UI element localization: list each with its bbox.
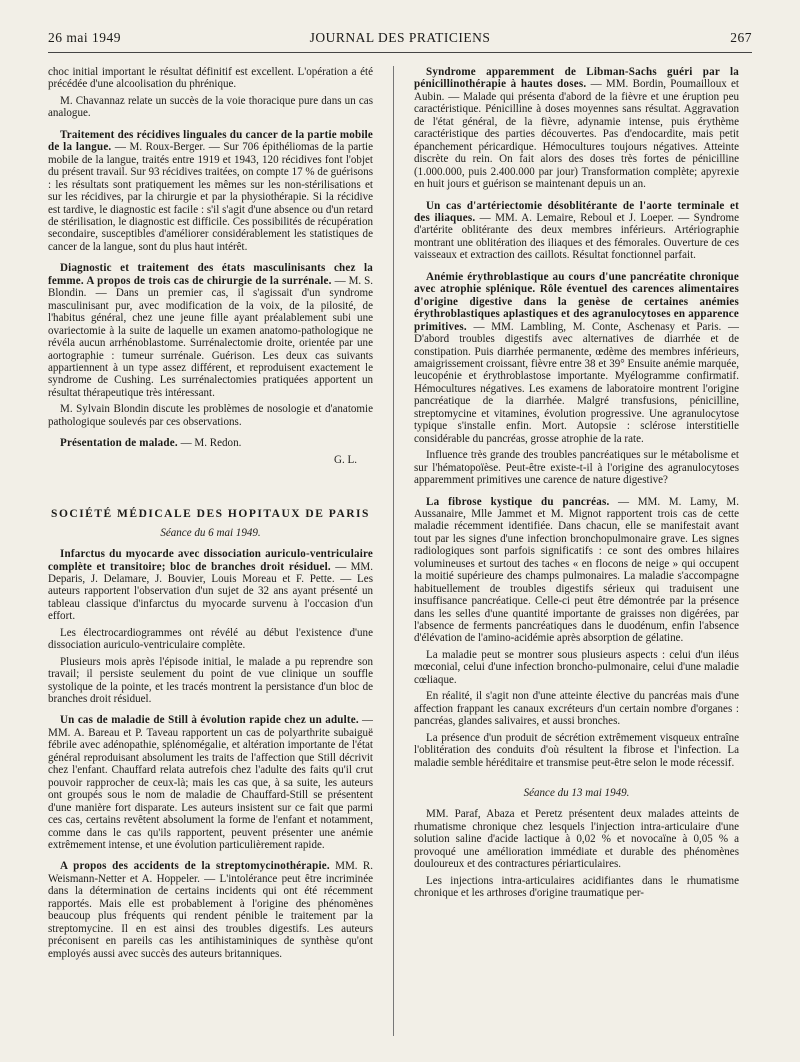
paragraph: M. Sylvain Blondin discute les problèmes de nosologie et d'anatomie pathologique soulevés par ces observations. <box>48 403 373 428</box>
paragraph: M. Chavannaz relate un succès de la voie thoracique pure dans un cas analogue. <box>48 94 373 120</box>
article-body: — M. S. Blondin. — Dans un premier cas, il s'agissait d'un syndrome masculinisant pur, avec modification de la voix, de la pilosité, de l'habitus général, chez une jeune fille ayant préalablement subi une ovariectomie à la suite de laquelle un examen anatomo-pathologique ne révéla aucun arrhénoblastome. Surrénalectomie droite, orientée par une aortographie : tumeur surrénale. Guérison. Les deux cas suivants appartiennent à un type assez différent, et reproduisent exactement le syndrome de Cushing. Les surrénalectomies pratiquées apportent un résultat thérapeutique très intéressant. <box>48 274 373 399</box>
article-intro <box>48 66 373 120</box>
session-date: Séance du 6 mai 1949. <box>160 526 261 539</box>
paragraph: Plusieurs mois après l'épisode initial, le malade a pu reprendre son travail; il persiste seulement du point de vue clinique un souffle systolique de la pointe, et les tracés montrent la persistance d'un bloc de branches droit résiduel. <box>48 655 373 706</box>
article-masculinisants <box>48 262 373 428</box>
paragraph: La maladie peut se montrer sous plusieurs aspects : celui d'un iléus mœconial, celui d'une infection broncho-pulmonaire, celui d'une maladie cœliaque. <box>414 648 739 686</box>
article-recidives <box>48 129 373 254</box>
article-title: Un cas de maladie de Still à évolution rapide chez un adulte. <box>60 714 359 727</box>
spacer <box>414 773 739 783</box>
article-libman-sachs <box>414 66 739 191</box>
article-paragraph <box>414 496 739 645</box>
left-column <box>48 66 373 1046</box>
article-body: — MM. Deparis, J. Delamare, J. Bouvier, Louis Moreau et F. Pette. — Les auteurs rapportent l'observation d'un sujet de 32 ans ayant présenté un tableau classique d'infarctus du myocarde survenu à l'occasion d'un effort. <box>48 560 373 623</box>
article-body: — MM. A. Bareau et P. Taveau rapportent un cas de polyarthrite subaiguë fébrile avec adénopathie, splénomégalie, et altération importante de l'état général reproduisant absolument les traits de l'affection que Still décrivit chez l'enfant. Chauffard relata autrefois chez l'adulte des faits qu'il crut pouvoir rapprocher de ceux-là; mais les cas que, à sa suite, les auteurs ont groupés sous le nom de maladie de Chauffard-Still se présentent d'une manière fort disparate. Les auteurs insistent sur ce fait que parmi ces cas, certains revêtent absolument la forme de l'enfant et notamment, comme dans le cas qu'ils rapportent, peuvent présenter une anémie extrêmement intense, et une évolution particulièrement rapide. <box>48 714 373 852</box>
article-arteriectomie <box>414 200 739 262</box>
article-title: Traitement des récidives linguales du cancer de la partie mobile de la langue. <box>48 128 373 154</box>
column-divider <box>393 66 394 1036</box>
article-title: La fibrose kystique du pancréas. <box>426 495 610 508</box>
article-title: Anémie érythroblastique au cours d'une pancréatite chronique avec atrophie splénique. Rôle éventuel des carences alimentaires d'origine digestive dans la genèse de certaines anémies érythroblastiques aplastiques et des agranulocytoses en apparence primitives. <box>414 270 739 333</box>
article-body: — M. Roux-Berger. — Sur 706 épithéliomas de la partie mobile de la langue, traités entre 1919 et 1943, 120 récidives font l'objet du présent travail. Sur 93 récidives traitées, on compte 17 % de guérisons : les résultats sont pratiquement les mêmes sur les non-stérilisations et sur les récidives, par la chirurgie et par la physiothérapie. Si la récidive est tardive, le diagnostic est facile : s'il s'agit d'une absence ou d'un retard de stérilisation, le diagnostic est difficile. Ces possibilités de récupération secondaire, susceptibles d'améliorer considérablement les statistiques de cancer de la langue, sont du plus haut intérêt. <box>48 141 373 253</box>
article-paragraph <box>48 860 373 960</box>
article-anemie <box>414 271 739 487</box>
article-paragraph <box>48 129 373 254</box>
society-heading: SOCIÉTÉ MÉDICALE DES HOPITAUX DE PARIS <box>51 508 370 521</box>
article-body: — M. Redon. <box>177 437 242 450</box>
article-infarctus <box>48 548 373 705</box>
paragraph: Les injections intra-articulaires acidifiantes dans le rhumatisme chronique et les arthroses d'origine traumatique per- <box>414 874 739 900</box>
article-body: MM. R. Weismann-Netter et A. Hoppeler. — L'intolérance peut être incriminée dans la détermination de certains incidents qui ont été récemment rapportés. Mais elle est probablement à l'origine des phénomènes beaucoup plus fréquents qui rendent pénible le traitement par la streptomycine. Il en est ainsi des troubles digestifs. Les auteurs préconisent en pareils cas les antihistaminiques de synthèse qu'ont employés aussi avec succès des auteurs britanniques. <box>48 860 373 960</box>
article-paragraph <box>414 66 739 191</box>
paragraph: Les électrocardiogrammes ont révélé au début l'existence d'une dissociation auriculo-ventriculaire complète. <box>48 626 373 652</box>
article-title: Syndrome apparemment de Libman-Sachs guéri par la pénicillinothérapie à hautes doses. <box>414 66 739 91</box>
article-paragraph <box>48 548 373 623</box>
article-paragraph <box>414 271 739 445</box>
article-body: — MM. Lambling, M. Conte, Aschenasy et Paris. — D'abord troubles digestifs avec alternatives de diarrhée et de constipation. Puis diarrhée permanente, œdème des membres inférieurs, amaigrissement croissant, fièvre entre 38 et 39° Ensuite anémie marquée, leucopénie et érythroblastose importante. Myélogramme confirmatif. Hémocultures négatives. Les examens de laboratoire montrent l'origine pancréatique de la diarrhée. Malgré transfusions, pénicilline, streptomycine et vitamines, évolution progressive. Une agranulocytose typique s'installe enfin. Mort. Autopsie : sclérose interstitielle considérable du pancréas, grosse atrophie de la rate. <box>414 320 739 445</box>
article-body: — MM. M. Lamy, M. Aussanaire, Mlle Jammet et M. Mignot rapportent trois cas de cette maladie récemment identifiée. Dans chacun, elle se manifestait avant tout par les signes d'une infection bronchopulmonaire grave. Les signes radiologiques sont parfois significatifs : ce sont des ombres hilaires volumineuses et surtout des taches « en flocons de neige » qui occupent la moitié supérieure des champs pulmonaires. La maladie s'accompagne habituellement de troubles digestifs sérieux qui traduisent une insuffisance pancréatique. Celle-ci peut être démontrée par la présence dans les selles d'une quantité importante de graisses non digérées, par l'absence de ferments pancréatiques dans le duodénum, enfin l'absence d'élévation de l'amino-acidémie après absorption de gélatine. <box>414 495 739 645</box>
article-paragraph <box>48 262 373 399</box>
article-title: Infarctus du myocarde avec dissociation auriculo-ventriculaire complète et transitoire; bloc de branches droit résiduel. <box>48 548 373 573</box>
article-body: — MM. A. Lemaire, Reboul et J. Loeper. — Syndrome d'artérite oblitérante des deux membres inférieurs. Artériographie montrant une oblitération des iliaques et des fémorales. Ouverture de ces vaisseaux et extraction des caillots. Résultat fonctionnel parfait. <box>414 211 739 262</box>
article-paragraph <box>48 714 373 851</box>
paragraph: MM. Paraf, Abaza et Peretz présentent deux malades atteints de rhumatisme chronique chez lesquels l'injection intra-articulaire d'une solution saline d'acide lactique à 0,02 % et novocaïne à 0,05 % a provoqué une amélioration immédiate et durable des phénomènes douloureux et des contractures périarticulaires. <box>414 808 739 871</box>
article-fibrose <box>414 496 739 770</box>
session-date: Séance du 13 mai 1949. <box>523 787 630 800</box>
article-title: Diagnostic et traitement des états masculinisants chez la femme. A propos de trois cas de chirurgie de la surrénale. <box>48 262 373 287</box>
header-date: 26 mai 1949 <box>48 30 121 45</box>
article-streptomycine <box>48 860 373 960</box>
article-title: A propos des accidents de la streptomycinothérapie. <box>60 860 330 873</box>
signature: G. L. <box>333 453 357 466</box>
page-number: 267 <box>730 30 752 45</box>
article-paraf <box>414 808 739 899</box>
right-column <box>414 66 739 1046</box>
paragraph: choc initial important le résultat définitif est excellent. L'opération a été précédée d'une alcoolisation du phrénique. <box>48 66 373 91</box>
article-paragraph <box>48 437 373 449</box>
article-paragraph <box>414 200 739 262</box>
article-title: Présentation de malade. <box>60 437 178 450</box>
article-still <box>48 714 373 851</box>
paragraph: Influence très grande des troubles pancréatiques sur le métabolisme et sur l'hématopoïèse. Peut-être existe-t-il à l'origine des agranulocytoses apparemment primitives une carence de nature digestive? <box>414 449 739 487</box>
article-title: Un cas d'artériectomie désoblitérante de l'aorte terminale et des iliaques. <box>414 199 739 224</box>
page-header <box>48 30 752 53</box>
journal-title: JOURNAL DES PRATICIENS <box>309 30 491 45</box>
article-presentation <box>48 437 373 466</box>
paragraph: La présence d'un produit de sécrétion extrêmement visqueux entraîne l'oblitération des conduits d'où résultent la fibrose et l'infection. La maladie semble héréditaire et transmise peut-être selon le mode récessif. <box>414 731 739 769</box>
article-body: — MM. Bordin, Poumailloux et Aubin. — Malade qui présenta d'abord de la fièvre et une éruption peu caractéristique. Pénicilline à doses moyennes sans résultat. Aggravation de l'état général, de la fièvre, adynamie intense, puis érythème caractéristique des parties découvertes. Pas d'endocardite, mais petit épanchement péricardique. Hémocultures toujours négatives. Atteinte discrète du rein. On fait alors des doses très fortes de pénicilline (1.000.000, puis 2.400.000 par jour) Transformation complète; apyrexie en huit jours et guérison se maintenant depuis un an. <box>414 78 739 191</box>
paragraph: En réalité, il s'agit non d'une atteinte élective du pancréas mais d'une affection frappant les canaux excréteurs d'un certain nombre d'organes : pancréas, glandes salivaires, et aussi bronches. <box>414 690 739 728</box>
